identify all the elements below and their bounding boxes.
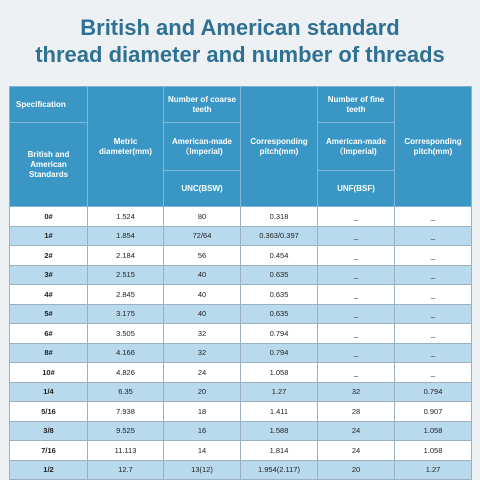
- cell-fine-pitch: _: [395, 285, 472, 305]
- cell-metric-diameter: 6.35: [88, 382, 164, 402]
- cell-fine-threads: _: [318, 363, 395, 383]
- cell-metric-diameter: 3.505: [88, 324, 164, 344]
- cell-fine-threads: 32: [318, 382, 395, 402]
- cell-specification: 5#: [10, 304, 88, 324]
- cell-coarse-threads: 72/64: [164, 226, 241, 246]
- cell-fine-threads: _: [318, 207, 395, 227]
- cell-specification: 1/2: [10, 460, 88, 480]
- cell-coarse-pitch: 1.27: [241, 382, 318, 402]
- cell-coarse-pitch: 0.363/0.397: [241, 226, 318, 246]
- cell-fine-pitch: 1.27: [395, 460, 472, 480]
- cell-fine-threads: _: [318, 285, 395, 305]
- cell-fine-threads: 28: [318, 402, 395, 422]
- cell-specification: 1#: [10, 226, 88, 246]
- cell-fine-pitch: _: [395, 246, 472, 266]
- table-row: [10, 246, 472, 266]
- cell-coarse-pitch: 1.588: [241, 421, 318, 441]
- cell-fine-threads: _: [318, 265, 395, 285]
- cell-coarse-pitch: 0.635: [241, 265, 318, 285]
- table-row: [10, 421, 472, 441]
- table-body: [10, 207, 472, 480]
- table-row: [10, 285, 472, 305]
- cell-specification: 1/4: [10, 382, 88, 402]
- cell-specification: 8#: [10, 343, 88, 363]
- cell-coarse-pitch: 1.058: [241, 363, 318, 383]
- cell-specification: 6#: [10, 324, 88, 344]
- cell-coarse-threads: 80: [164, 207, 241, 227]
- cell-metric-diameter: 12.7: [88, 460, 164, 480]
- table-row: [10, 363, 472, 383]
- cell-coarse-pitch: 0.318: [241, 207, 318, 227]
- table-row: [10, 343, 472, 363]
- cell-coarse-threads: 40: [164, 304, 241, 324]
- cell-metric-diameter: 1.524: [88, 207, 164, 227]
- cell-metric-diameter: 11.113: [88, 441, 164, 461]
- cell-fine-threads: _: [318, 246, 395, 266]
- cell-coarse-threads: 32: [164, 324, 241, 344]
- cell-fine-threads: 20: [318, 460, 395, 480]
- header-unf-bsf: UNF(BSF): [318, 171, 395, 207]
- cell-coarse-pitch: 0.794: [241, 324, 318, 344]
- cell-fine-threads: _: [318, 226, 395, 246]
- cell-metric-diameter: 2.845: [88, 285, 164, 305]
- cell-metric-diameter: 1.854: [88, 226, 164, 246]
- cell-fine-pitch: _: [395, 363, 472, 383]
- header-coarse-group: Number of coarse teeth: [164, 87, 241, 123]
- header-coarse-american-made: American-made （Imperial): [164, 123, 241, 171]
- table-row: [10, 226, 472, 246]
- cell-metric-diameter: 4.166: [88, 343, 164, 363]
- cell-fine-pitch: _: [395, 226, 472, 246]
- cell-coarse-pitch: 0.635: [241, 304, 318, 324]
- header-coarse-pitch: Corresponding pitch(mm): [241, 87, 318, 207]
- cell-fine-pitch: _: [395, 265, 472, 285]
- table-row: [10, 324, 472, 344]
- table-row: [10, 265, 472, 285]
- cell-metric-diameter: 9.525: [88, 421, 164, 441]
- cell-metric-diameter: 7.938: [88, 402, 164, 422]
- cell-coarse-threads: 16: [164, 421, 241, 441]
- cell-coarse-pitch: 1.954(2.117): [241, 460, 318, 480]
- header-british-american-standards: British and American Standards: [10, 123, 88, 207]
- cell-coarse-threads: 40: [164, 285, 241, 305]
- cell-fine-pitch: _: [395, 343, 472, 363]
- cell-specification: 3/8: [10, 421, 88, 441]
- header-metric-diameter: Metric diameter(mm): [88, 87, 164, 207]
- cell-fine-pitch: _: [395, 324, 472, 344]
- cell-specification: 4#: [10, 285, 88, 305]
- cell-specification: 3#: [10, 265, 88, 285]
- cell-fine-pitch: 1.058: [395, 441, 472, 461]
- cell-fine-threads: _: [318, 324, 395, 344]
- cell-specification: 10#: [10, 363, 88, 383]
- cell-metric-diameter: 2.184: [88, 246, 164, 266]
- cell-coarse-threads: 40: [164, 265, 241, 285]
- cell-fine-threads: _: [318, 304, 395, 324]
- cell-coarse-pitch: 0.794: [241, 343, 318, 363]
- cell-fine-threads: _: [318, 343, 395, 363]
- title-line-1: British and American standard: [80, 15, 400, 40]
- cell-coarse-pitch: 0.454: [241, 246, 318, 266]
- table-row: [10, 441, 472, 461]
- cell-fine-pitch: 0.907: [395, 402, 472, 422]
- cell-coarse-pitch: 1.814: [241, 441, 318, 461]
- header-fine-american-made: American-made （Imperial): [318, 123, 395, 171]
- header-fine-pitch: Corresponding pitch(mm): [395, 87, 472, 207]
- table-row: [10, 304, 472, 324]
- page-title: [0, 0, 480, 68]
- table-row: [10, 207, 472, 227]
- cell-specification: 7/16: [10, 441, 88, 461]
- cell-coarse-threads: 20: [164, 382, 241, 402]
- table-row: [10, 402, 472, 422]
- cell-coarse-threads: 32: [164, 343, 241, 363]
- header-unc-bsw: UNC(BSW): [164, 171, 241, 207]
- cell-fine-pitch: _: [395, 207, 472, 227]
- cell-coarse-threads: 13(12): [164, 460, 241, 480]
- table-header: [10, 87, 472, 207]
- cell-coarse-pitch: 0.635: [241, 285, 318, 305]
- cell-metric-diameter: 2.515: [88, 265, 164, 285]
- thread-spec-table: [9, 86, 472, 480]
- cell-fine-threads: 24: [318, 441, 395, 461]
- table-row: [10, 382, 472, 402]
- cell-specification: 0#: [10, 207, 88, 227]
- cell-coarse-threads: 56: [164, 246, 241, 266]
- cell-fine-pitch: _: [395, 304, 472, 324]
- cell-coarse-pitch: 1.411: [241, 402, 318, 422]
- cell-metric-diameter: 3.175: [88, 304, 164, 324]
- table-row: [10, 460, 472, 480]
- title-line-2: thread diameter and number of threads: [35, 42, 445, 67]
- cell-coarse-threads: 14: [164, 441, 241, 461]
- header-fine-group: Number of fine teeth: [318, 87, 395, 123]
- cell-specification: 5/16: [10, 402, 88, 422]
- cell-coarse-threads: 18: [164, 402, 241, 422]
- cell-specification: 2#: [10, 246, 88, 266]
- cell-fine-pitch: 0.794: [395, 382, 472, 402]
- cell-fine-pitch: 1.058: [395, 421, 472, 441]
- cell-metric-diameter: 4.826: [88, 363, 164, 383]
- header-specification: Specification: [10, 87, 88, 123]
- cell-coarse-threads: 24: [164, 363, 241, 383]
- cell-fine-threads: 24: [318, 421, 395, 441]
